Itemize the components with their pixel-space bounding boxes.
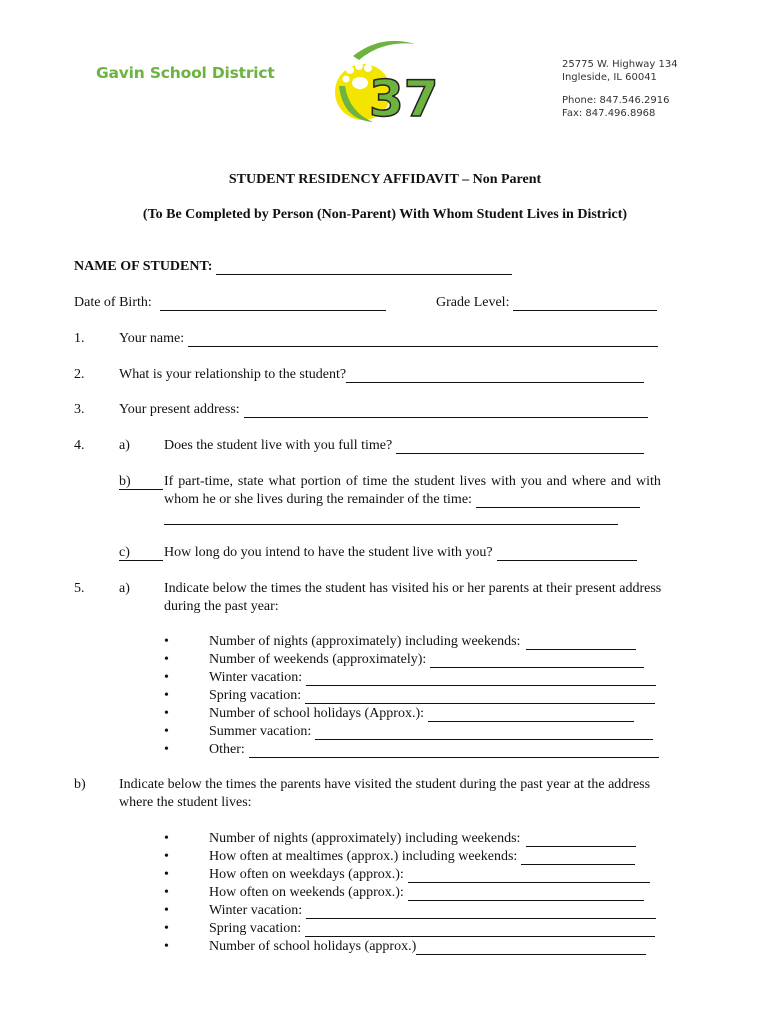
q4b-label: b) xyxy=(119,474,131,489)
q5b-field[interactable] xyxy=(408,868,650,883)
bullet: • xyxy=(164,939,169,954)
bullet: • xyxy=(164,867,169,882)
grade-label: Grade Level: xyxy=(436,295,510,310)
dob-field[interactable] xyxy=(160,296,386,311)
q5-number: 5. xyxy=(74,581,85,596)
bullet: • xyxy=(164,706,169,721)
q4c-text: How long do you intend to have the student live with you? xyxy=(164,545,493,560)
q5b-field[interactable] xyxy=(521,850,635,865)
q5b-field[interactable] xyxy=(526,832,636,847)
bullet: • xyxy=(164,652,169,667)
address-line-2: Ingleside, IL 60041 xyxy=(562,72,657,83)
phone: Phone: 847.546.2916 xyxy=(562,95,670,106)
page-subtitle: (To Be Completed by Person (Non-Parent) With Whom Student Lives in District) xyxy=(142,207,628,222)
q3-label: Your present address: xyxy=(119,402,240,417)
q4c-label-line xyxy=(119,545,163,561)
q5a-field[interactable] xyxy=(526,635,636,650)
q5a-field[interactable] xyxy=(249,743,659,758)
bullet: • xyxy=(164,724,169,739)
q5a-text-2: during the past year: xyxy=(164,599,279,614)
q4b-label-line xyxy=(119,474,163,490)
name-of-student-field[interactable] xyxy=(216,260,512,275)
q5a-field[interactable] xyxy=(305,689,655,704)
district-logo xyxy=(333,36,439,128)
q2-number: 2. xyxy=(74,367,85,382)
q2-label: What is your relationship to the student? xyxy=(119,367,347,382)
q4b-text-2: whom he or she lives during the remainder of the time: xyxy=(164,492,472,507)
q5a-field[interactable] xyxy=(306,671,656,686)
q5a-item: Number of weekends (approximately): xyxy=(209,652,427,667)
q5b-field[interactable] xyxy=(305,922,655,937)
bullet: • xyxy=(164,903,169,918)
part-time-field-1[interactable] xyxy=(476,493,640,508)
q4c-label: c) xyxy=(119,545,130,560)
q4a-text: Does the student live with you full time? xyxy=(164,438,393,453)
q1-number: 1. xyxy=(74,331,85,346)
q1-label: Your name: xyxy=(119,331,185,346)
dob-label: Date of Birth: xyxy=(74,295,152,310)
q5b-field[interactable] xyxy=(416,940,646,955)
q5b-label: b) xyxy=(74,777,86,792)
bullet: • xyxy=(164,742,169,757)
part-time-field-2[interactable] xyxy=(164,510,618,525)
address-line-1: 25775 W. Highway 134 xyxy=(562,59,678,70)
q5a-item: Spring vacation: xyxy=(209,688,302,703)
q5a-label: a) xyxy=(119,581,130,596)
q5a-item: Number of school holidays (Approx.): xyxy=(209,706,425,721)
page-title: STUDENT RESIDENCY AFFIDAVIT – Non Parent xyxy=(228,172,542,187)
q5b-item: Spring vacation: xyxy=(209,921,302,936)
q4a-label: a) xyxy=(119,438,130,453)
relationship-field[interactable] xyxy=(346,368,644,383)
bullet: • xyxy=(164,688,169,703)
district-name: Gavin School District xyxy=(96,64,275,82)
q5b-item: Winter vacation: xyxy=(209,903,303,918)
grade-field[interactable] xyxy=(513,296,657,311)
q5b-item: Number of nights (approximately) including weekends: xyxy=(209,831,521,846)
q4-number: 4. xyxy=(74,438,85,453)
q5b-field[interactable] xyxy=(408,886,644,901)
q5a-field[interactable] xyxy=(315,725,653,740)
q5a-item: Number of nights (approximately) including weekends: xyxy=(209,634,521,649)
q5a-text-1: Indicate below the times the student has visited his or her parents at their present address xyxy=(164,581,662,596)
address-field[interactable] xyxy=(244,403,648,418)
q5b-item: How often at mealtimes (approx.) including weekends: xyxy=(209,849,518,864)
q5b-item: How often on weekdays (approx.): xyxy=(209,867,404,882)
bullet: • xyxy=(164,885,169,900)
q5a-item: Summer vacation: xyxy=(209,724,312,739)
full-time-field[interactable] xyxy=(396,439,644,454)
bullet: • xyxy=(164,634,169,649)
q5a-item: Winter vacation: xyxy=(209,670,303,685)
q5b-text-2: where the student lives: xyxy=(119,795,252,810)
q5a-item: Other: xyxy=(209,742,245,757)
bullet: • xyxy=(164,921,169,936)
logo-number: 37 xyxy=(369,70,439,128)
bullet: • xyxy=(164,849,169,864)
q4b-text-1: If part-time, state what portion of time the student lives with you and where and with xyxy=(164,474,661,489)
q3-number: 3. xyxy=(74,402,85,417)
q5a-field[interactable] xyxy=(428,707,634,722)
q5b-text-1: Indicate below the times the parents have visited the student during the past year at the address xyxy=(119,777,651,792)
intend-duration-field[interactable] xyxy=(497,546,637,561)
bullet: • xyxy=(164,831,169,846)
bullet: • xyxy=(164,670,169,685)
name-of-student-label: NAME OF STUDENT: xyxy=(74,259,213,274)
q5b-item: How often on weekends (approx.): xyxy=(209,885,404,900)
q5b-item: Number of school holidays (approx.) xyxy=(209,939,417,954)
q5a-field[interactable] xyxy=(430,653,644,668)
q5b-field[interactable] xyxy=(306,904,656,919)
your-name-field[interactable] xyxy=(188,332,658,347)
fax: Fax: 847.496.8968 xyxy=(562,108,656,119)
